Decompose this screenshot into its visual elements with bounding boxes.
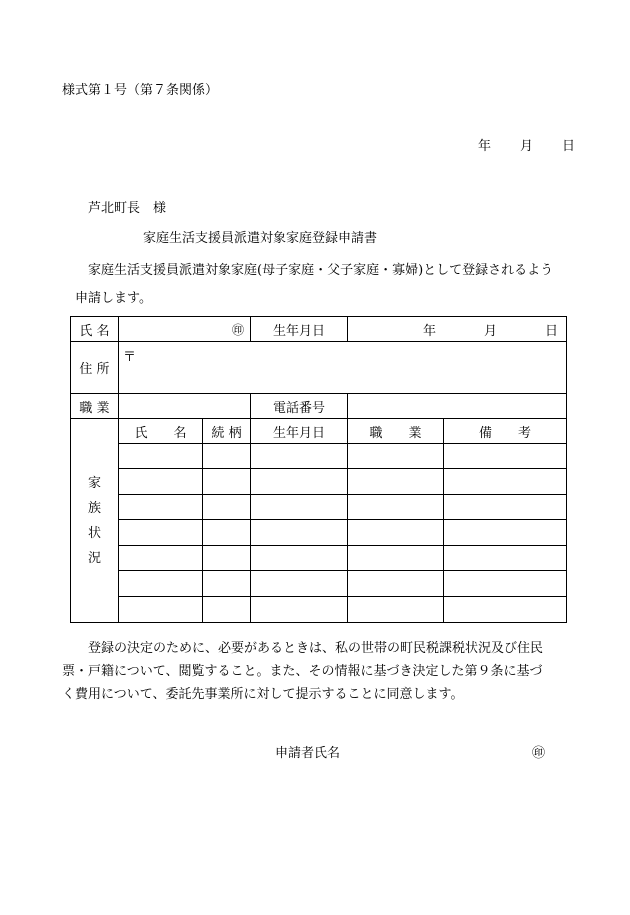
- family-relation-cell[interactable]: [203, 444, 251, 469]
- birth-month-label: 月: [484, 323, 498, 339]
- family-occupation-cell[interactable]: [348, 495, 444, 520]
- phone-field[interactable]: [348, 394, 567, 419]
- occupation-row: [71, 394, 567, 419]
- family-remarks-cell[interactable]: [444, 546, 567, 571]
- birth-date-field[interactable]: [348, 317, 567, 342]
- family-occupation-cell[interactable]: [348, 444, 444, 469]
- family-name-cell[interactable]: [119, 444, 203, 469]
- family-remarks-cell[interactable]: [444, 571, 567, 597]
- family-header-relation: 続 柄: [203, 419, 251, 444]
- phone-label: 電話番号: [251, 394, 348, 419]
- family-header-name: 氏 名: [119, 419, 203, 444]
- family-relation-cell[interactable]: [203, 571, 251, 597]
- date-year-label: 年: [478, 139, 492, 154]
- family-header-birth: 生年月日: [251, 419, 348, 444]
- date-day-label: 日: [562, 139, 576, 154]
- family-header-row: [71, 419, 567, 444]
- family-relation-cell[interactable]: [203, 495, 251, 520]
- family-name-cell[interactable]: [119, 495, 203, 520]
- name-label: 氏 名: [71, 317, 119, 342]
- family-remarks-cell[interactable]: [444, 597, 567, 623]
- name-row: [71, 317, 567, 342]
- applicant-seal-mark: ㊞: [532, 746, 546, 761]
- address-field[interactable]: [119, 342, 567, 394]
- form-number: 様式第１号（第７条関係）: [62, 83, 219, 98]
- address-row: [71, 342, 567, 394]
- application-table: [70, 316, 567, 623]
- family-remarks-cell[interactable]: [444, 469, 567, 495]
- family-name-cell[interactable]: [119, 597, 203, 623]
- family-birth-cell[interactable]: [251, 597, 348, 623]
- family-birth-cell[interactable]: [251, 444, 348, 469]
- family-row: [71, 444, 567, 469]
- family-name-cell[interactable]: [119, 469, 203, 495]
- family-row: [71, 597, 567, 623]
- family-label-char: 族: [87, 500, 101, 516]
- birth-label: 生年月日: [251, 317, 348, 342]
- family-birth-cell[interactable]: [251, 495, 348, 520]
- family-header-occupation: 職 業: [348, 419, 444, 444]
- family-label-char: 家: [87, 475, 101, 491]
- family-row: [71, 469, 567, 495]
- family-label-char: 状: [87, 525, 101, 541]
- agreement-line3: く費用について、委託先事業所に対して提示することに同意します。: [62, 687, 464, 702]
- recipient: 芦北町長 様: [88, 201, 167, 216]
- family-relation-cell[interactable]: [203, 469, 251, 495]
- family-birth-cell[interactable]: [251, 571, 348, 597]
- family-occupation-cell[interactable]: [348, 520, 444, 546]
- family-occupation-cell[interactable]: [348, 469, 444, 495]
- family-birth-cell[interactable]: [251, 520, 348, 546]
- family-header-remarks: 備 考: [444, 419, 567, 444]
- family-row: [71, 520, 567, 546]
- seal-mark: ㊞: [232, 322, 245, 337]
- applicant-name-label: 申請者氏名: [275, 746, 341, 761]
- family-row: [71, 495, 567, 520]
- family-row: [71, 571, 567, 597]
- family-relation-cell[interactable]: [203, 597, 251, 623]
- birth-year-label: 年: [422, 323, 436, 339]
- family-name-cell[interactable]: [119, 546, 203, 571]
- date-header: [478, 139, 575, 155]
- family-occupation-cell[interactable]: [348, 546, 444, 571]
- family-label-char: 況: [87, 550, 101, 566]
- address-label: 住 所: [71, 342, 119, 394]
- occupation-field[interactable]: [119, 394, 251, 419]
- family-status-label: [71, 419, 119, 623]
- lead-text-line2: 申請します。: [75, 291, 152, 306]
- family-name-cell[interactable]: [119, 571, 203, 597]
- postal-mark: 〒: [123, 350, 137, 365]
- birth-day-label: 日: [545, 323, 559, 339]
- family-remarks-cell[interactable]: [444, 444, 567, 469]
- name-field[interactable]: [119, 317, 251, 342]
- family-row: [71, 546, 567, 571]
- family-occupation-cell[interactable]: [348, 597, 444, 623]
- date-month-label: 月: [520, 139, 534, 154]
- family-relation-cell[interactable]: [203, 546, 251, 571]
- agreement-line2: 票・戸籍について、閲覧すること。また、その情報に基づき決定した第９条に基づ: [62, 664, 543, 679]
- lead-text-line1: 家庭生活支援員派遣対象家庭(母子家庭・父子家庭・寡婦)として登録されるよう: [88, 263, 554, 278]
- family-name-cell[interactable]: [119, 520, 203, 546]
- family-remarks-cell[interactable]: [444, 495, 567, 520]
- family-occupation-cell[interactable]: [348, 571, 444, 597]
- family-birth-cell[interactable]: [251, 469, 348, 495]
- document-title: 家庭生活支援員派遣対象家庭登録申請書: [143, 231, 378, 246]
- family-relation-cell[interactable]: [203, 520, 251, 546]
- occupation-label: 職 業: [71, 394, 119, 419]
- family-birth-cell[interactable]: [251, 546, 348, 571]
- agreement-line1: 登録の決定のために、必要があるときは、私の世帯の町民税課税状況及び住民: [88, 641, 544, 656]
- family-remarks-cell[interactable]: [444, 520, 567, 546]
